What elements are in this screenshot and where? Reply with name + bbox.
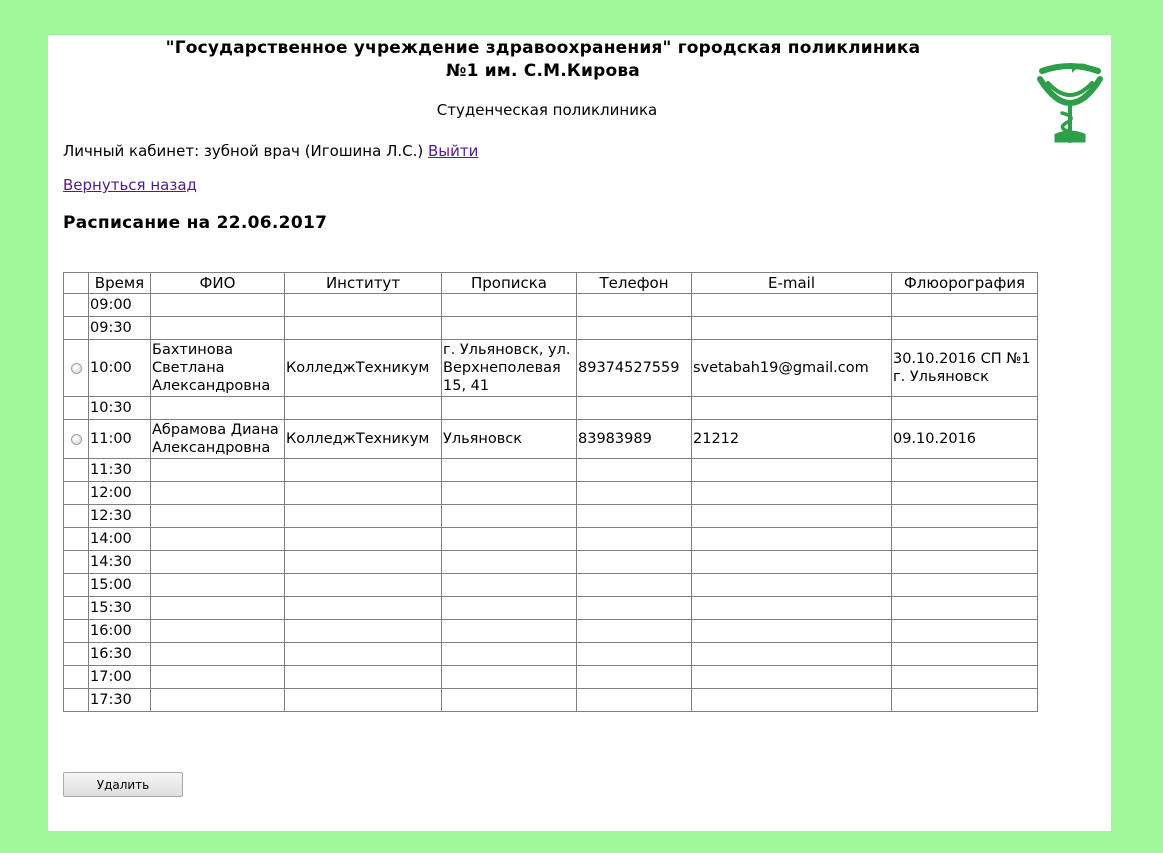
cell-phone <box>577 294 692 317</box>
cabinet-info <box>63 142 478 160</box>
cell-address <box>442 597 577 620</box>
cell-email <box>692 666 892 689</box>
cell-phone <box>577 459 692 482</box>
cell-select <box>64 620 89 643</box>
page-title <box>128 37 958 83</box>
table-row <box>64 340 1038 397</box>
cell-email <box>692 482 892 505</box>
cell-institute <box>285 574 442 597</box>
cell-phone <box>577 597 692 620</box>
table-row <box>64 294 1038 317</box>
cell-institute <box>285 666 442 689</box>
title-line-1: "Государственное учреждение здравоохранения" городская поликлиника <box>165 38 921 58</box>
cell-address <box>442 397 577 420</box>
logout-link[interactable]: Выйти <box>428 142 479 160</box>
cell-phone: 89374527559 <box>577 340 692 397</box>
cell-fio <box>151 294 285 317</box>
header-fio: ФИО <box>151 273 285 294</box>
cell-institute <box>285 643 442 666</box>
cell-fluorography <box>892 528 1038 551</box>
cell-email <box>692 574 892 597</box>
table-row <box>64 666 1038 689</box>
row-select-radio[interactable] <box>71 434 82 445</box>
cell-fio <box>151 459 285 482</box>
cell-address: Ульяновск <box>442 420 577 459</box>
table-row <box>64 482 1038 505</box>
cell-email <box>692 317 892 340</box>
cell-fio <box>151 317 285 340</box>
cell-address: г. Ульяновск, ул. Верхнеполевая 15, 41 <box>442 340 577 397</box>
row-select-radio[interactable] <box>71 363 82 374</box>
cell-fluorography <box>892 397 1038 420</box>
table-row <box>64 643 1038 666</box>
cell-time: 17:30 <box>89 689 151 712</box>
cell-address <box>442 620 577 643</box>
cell-phone <box>577 574 692 597</box>
cell-email <box>692 643 892 666</box>
cell-select <box>64 482 89 505</box>
cell-select <box>64 294 89 317</box>
cell-email <box>692 397 892 420</box>
cell-institute <box>285 397 442 420</box>
cell-select <box>64 505 89 528</box>
table-row <box>64 459 1038 482</box>
cell-fluorography <box>892 551 1038 574</box>
cell-fluorography <box>892 294 1038 317</box>
cell-phone <box>577 666 692 689</box>
title-line-2: №1 им. С.М.Кирова <box>446 61 640 81</box>
cell-institute <box>285 505 442 528</box>
header-email: E-mail <box>692 273 892 294</box>
cell-fio: Абрамова Диана Александровна <box>151 420 285 459</box>
cell-institute: КолледжТехникум <box>285 340 442 397</box>
cabinet-text: Личный кабинет: зубной врач (Игошина Л.С.) <box>63 142 424 160</box>
cell-fio <box>151 505 285 528</box>
header-time: Время <box>89 273 151 294</box>
cell-time: 16:30 <box>89 643 151 666</box>
bowl-of-hygieia-icon <box>1032 57 1108 145</box>
cell-address <box>442 528 577 551</box>
cell-institute <box>285 597 442 620</box>
header-institute: Институт <box>285 273 442 294</box>
cell-email <box>692 505 892 528</box>
schedule-table <box>63 272 1038 712</box>
header-select <box>64 273 89 294</box>
table-row <box>64 317 1038 340</box>
cell-time: 15:30 <box>89 597 151 620</box>
cell-email <box>692 528 892 551</box>
table-row <box>64 551 1038 574</box>
cell-address <box>442 574 577 597</box>
back-link[interactable]: Вернуться назад <box>63 176 197 194</box>
cell-address <box>442 505 577 528</box>
cell-institute <box>285 689 442 712</box>
cell-fluorography <box>892 505 1038 528</box>
header-phone: Телефон <box>577 273 692 294</box>
cell-select[interactable] <box>64 340 89 397</box>
cell-time: 12:00 <box>89 482 151 505</box>
cell-select[interactable] <box>64 420 89 459</box>
cell-email <box>692 294 892 317</box>
cell-address <box>442 482 577 505</box>
cell-time: 10:30 <box>89 397 151 420</box>
cell-select <box>64 597 89 620</box>
cell-address <box>442 666 577 689</box>
cell-institute <box>285 459 442 482</box>
schedule-title: Расписание на 22.06.2017 <box>63 213 328 233</box>
cell-address <box>442 643 577 666</box>
cell-email <box>692 597 892 620</box>
cell-select <box>64 574 89 597</box>
cell-fio <box>151 689 285 712</box>
cell-address <box>442 551 577 574</box>
cell-select <box>64 689 89 712</box>
cell-time: 14:00 <box>89 528 151 551</box>
cell-fio: Бахтинова Светлана Александровна <box>151 340 285 397</box>
cell-email <box>692 689 892 712</box>
cell-select <box>64 643 89 666</box>
cell-select <box>64 551 89 574</box>
cell-select <box>64 397 89 420</box>
table-row <box>64 689 1038 712</box>
cell-fio <box>151 482 285 505</box>
table-row <box>64 597 1038 620</box>
cell-institute <box>285 482 442 505</box>
delete-button[interactable]: Удалить <box>63 772 183 797</box>
cell-email: svetabah19@gmail.com <box>692 340 892 397</box>
table-header-row <box>64 273 1038 294</box>
cell-fio <box>151 397 285 420</box>
cell-fluorography: 09.10.2016 <box>892 420 1038 459</box>
cell-time: 09:00 <box>89 294 151 317</box>
cell-email <box>692 551 892 574</box>
cell-fluorography <box>892 643 1038 666</box>
cell-fio <box>151 597 285 620</box>
cell-institute: КолледжТехникум <box>285 420 442 459</box>
cell-time: 12:30 <box>89 505 151 528</box>
cell-phone <box>577 551 692 574</box>
cell-address <box>442 689 577 712</box>
cell-phone <box>577 620 692 643</box>
cell-email: 21212 <box>692 420 892 459</box>
cell-email <box>692 620 892 643</box>
cell-fluorography <box>892 317 1038 340</box>
cell-address <box>442 317 577 340</box>
cell-fio <box>151 574 285 597</box>
cell-select <box>64 459 89 482</box>
page-content <box>48 35 1111 831</box>
cell-fio <box>151 620 285 643</box>
cell-fio <box>151 643 285 666</box>
cell-institute <box>285 317 442 340</box>
cell-time: 16:00 <box>89 620 151 643</box>
cell-address <box>442 459 577 482</box>
cell-time: 10:00 <box>89 340 151 397</box>
header-address: Прописка <box>442 273 577 294</box>
table-row <box>64 528 1038 551</box>
cell-fluorography <box>892 574 1038 597</box>
cell-select <box>64 528 89 551</box>
cell-institute <box>285 528 442 551</box>
cell-time: 14:30 <box>89 551 151 574</box>
cell-institute <box>285 551 442 574</box>
cell-fluorography: 30.10.2016 СП №1 г. Ульяновск <box>892 340 1038 397</box>
table-row <box>64 505 1038 528</box>
cell-phone <box>577 643 692 666</box>
cell-institute <box>285 620 442 643</box>
cell-email <box>692 459 892 482</box>
header-fluorography: Флюорография <box>892 273 1038 294</box>
cell-phone <box>577 689 692 712</box>
cell-phone <box>577 397 692 420</box>
cell-fluorography <box>892 597 1038 620</box>
cell-fluorography <box>892 666 1038 689</box>
table-row <box>64 574 1038 597</box>
cell-phone <box>577 528 692 551</box>
cell-time: 11:00 <box>89 420 151 459</box>
table-row <box>64 620 1038 643</box>
cell-phone <box>577 317 692 340</box>
cell-phone <box>577 482 692 505</box>
table-row <box>64 397 1038 420</box>
cell-fluorography <box>892 459 1038 482</box>
table-row <box>64 420 1038 459</box>
cell-time: 11:30 <box>89 459 151 482</box>
cell-phone: 83983989 <box>577 420 692 459</box>
cell-select <box>64 666 89 689</box>
cell-fio <box>151 528 285 551</box>
cell-time: 09:30 <box>89 317 151 340</box>
cell-fio <box>151 666 285 689</box>
page-subtitle: Студенческая поликлиника <box>436 101 658 119</box>
cell-phone <box>577 505 692 528</box>
cell-fluorography <box>892 482 1038 505</box>
cell-select <box>64 317 89 340</box>
cell-time: 17:00 <box>89 666 151 689</box>
cell-fluorography <box>892 620 1038 643</box>
cell-time: 15:00 <box>89 574 151 597</box>
cell-fluorography <box>892 689 1038 712</box>
cell-institute <box>285 294 442 317</box>
cell-fio <box>151 551 285 574</box>
cell-address <box>442 294 577 317</box>
